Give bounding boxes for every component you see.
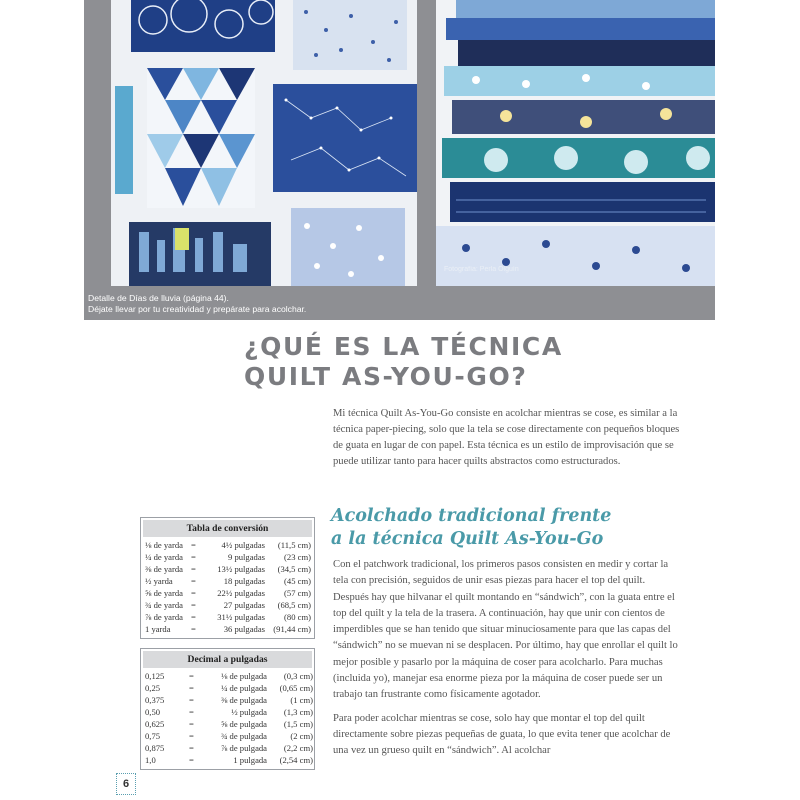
table-row bbox=[145, 742, 313, 754]
body-paragraph-1: Con el patchwork tradicional, los primeros pasos consisten en medir y cortar la tela con precisión, seguidos de unir esas piezas para hacer el top del quilt. Después hay que hilvanar el quilt montando en “sándwich”, con la guata entre el top del quilt y la tela de la trasera. A continuación, hay que unir con cientos de imperdibles que se han tenido que situar minuciosamente para que las capas del “sándwich” no se muevan ni se desplacen. Por último, hay que enrollar el quilt lo mejor posible y pasarlo por la máquina de coser para acolcharlo. Para muchas (incluida yo), manejar esa enorme pieza por la máquina de coser puede ser un trabajo tan frustrante como físicamente agotador. bbox=[333, 559, 678, 701]
table-cell: ¼ de pulgada bbox=[220, 683, 267, 693]
page-number: 6 bbox=[116, 773, 136, 795]
table-cell: = bbox=[189, 707, 194, 717]
table-cell: 0,625 bbox=[145, 719, 165, 729]
body-paragraph-2: Para poder acolchar mientras se cose, solo hay que montar el top del quilt directamente sobre piezas pequeñas de guata, lo que evita tener que acolchar de una vez un grueso quilt en “sándwich”. Al acolchar bbox=[333, 712, 671, 757]
table-cell: 1,0 bbox=[145, 755, 156, 765]
quilt-photo-detail bbox=[111, 0, 417, 286]
table-cell: = bbox=[191, 588, 196, 598]
table-cell: = bbox=[191, 612, 196, 622]
table-cell: ⅝ de pulgada bbox=[220, 719, 267, 729]
subtitle-line-1: Acolchado tradicional frente bbox=[331, 506, 612, 526]
table-row bbox=[145, 670, 313, 682]
table-cell: 1 pulgada bbox=[233, 755, 267, 765]
table-cell: (2,54 cm) bbox=[279, 755, 313, 765]
table-row bbox=[145, 623, 311, 635]
table-cell: (2,2 cm) bbox=[283, 743, 313, 753]
table-cell: 22½ pulgadas bbox=[217, 588, 265, 598]
title-line-2: QUILT AS-YOU-GO? bbox=[244, 362, 528, 391]
table-row bbox=[145, 706, 313, 718]
table-cell: = bbox=[189, 755, 194, 765]
table-cell: 36 pulgadas bbox=[223, 624, 265, 634]
table-cell: ½ pulgada bbox=[231, 707, 267, 717]
table-cell: 0,125 bbox=[145, 671, 165, 681]
table-row bbox=[145, 682, 313, 694]
table-cell: = bbox=[189, 731, 194, 741]
table-cell: (0,65 cm) bbox=[279, 683, 313, 693]
table-row bbox=[145, 551, 311, 563]
table-cell: (1,3 cm) bbox=[283, 707, 313, 717]
table-cell: (91,44 cm) bbox=[273, 624, 311, 634]
table-cell: = bbox=[189, 695, 194, 705]
subtitle-line-2: a la técnica Quilt As-You-Go bbox=[331, 529, 604, 549]
table-cell: = bbox=[191, 552, 196, 562]
table-cell: = bbox=[191, 576, 196, 586]
table-cell: 0,75 bbox=[145, 731, 161, 741]
table-cell: ¾ de pulgada bbox=[220, 731, 267, 741]
table-cell: (80 cm) bbox=[284, 612, 311, 622]
table-cell: = bbox=[189, 743, 194, 753]
table-row bbox=[145, 587, 311, 599]
caption-line-2: Déjate llevar por tu creatividad y prepárate para acolchar. bbox=[88, 304, 307, 314]
caption-line-1: Detalle de Días de lluvia (página 44). bbox=[88, 293, 229, 303]
photo-credit: Fotografía: Perla Olguín bbox=[444, 266, 519, 273]
table-cell: (2 cm) bbox=[290, 731, 313, 741]
table-cell: 18 pulgadas bbox=[223, 576, 265, 586]
table-cell: ⅞ de yarda bbox=[145, 612, 183, 622]
decimal-table-title: Decimal a pulgadas bbox=[143, 651, 312, 668]
table-cell: ¾ de yarda bbox=[145, 600, 183, 610]
table-cell: = bbox=[189, 671, 194, 681]
conversion-table bbox=[145, 539, 311, 635]
table-cell: 4½ pulgadas bbox=[221, 540, 265, 550]
table-cell: ⅞ de pulgada bbox=[220, 743, 267, 753]
table-cell: 13½ pulgadas bbox=[217, 564, 265, 574]
photo-caption bbox=[88, 293, 648, 315]
table-cell: 0,875 bbox=[145, 743, 165, 753]
table-cell: ⅜ de yarda bbox=[145, 564, 183, 574]
table-cell: 9 pulgadas bbox=[228, 552, 265, 562]
table-cell: = bbox=[191, 600, 196, 610]
decimal-table bbox=[145, 670, 313, 766]
table-cell: (34,5 cm) bbox=[277, 564, 311, 574]
table-cell: ¼ de yarda bbox=[145, 552, 183, 562]
table-cell: 0,375 bbox=[145, 695, 165, 705]
table-cell: 0,50 bbox=[145, 707, 161, 717]
table-cell: (68,5 cm) bbox=[277, 600, 311, 610]
table-cell: ½ yarda bbox=[145, 576, 173, 586]
table-row bbox=[145, 611, 311, 623]
title-line-1: ¿QUÉ ES LA TÉCNICA bbox=[244, 332, 563, 361]
table-row bbox=[145, 694, 313, 706]
body-text bbox=[333, 557, 681, 767]
table-cell: (0,3 cm) bbox=[283, 671, 313, 681]
table-cell: = bbox=[191, 564, 196, 574]
table-cell: = bbox=[189, 683, 194, 693]
table-row bbox=[145, 718, 313, 730]
table-cell: (57 cm) bbox=[284, 588, 311, 598]
table-cell: (1,5 cm) bbox=[283, 719, 313, 729]
table-cell: ⅜ de pulgada bbox=[220, 695, 267, 705]
table-cell: (23 cm) bbox=[284, 552, 311, 562]
table-row bbox=[145, 754, 313, 766]
table-row bbox=[145, 563, 311, 575]
table-cell: = bbox=[191, 624, 196, 634]
table-row bbox=[145, 730, 313, 742]
table-cell: (11,5 cm) bbox=[277, 540, 311, 550]
decimal-table-box bbox=[140, 648, 315, 770]
conversion-table-title: Tabla de conversión bbox=[143, 520, 312, 537]
table-cell: 27 pulgadas bbox=[223, 600, 265, 610]
conversion-table-box bbox=[140, 517, 315, 639]
table-row bbox=[145, 599, 311, 611]
table-cell: (1 cm) bbox=[290, 695, 313, 705]
intro-paragraph: Mi técnica Quilt As-You-Go consiste en acolchar mientras se cose, es similar a la técnica paper-piecing, solo que la tela se cose directamente con pequeños bloques de guata en lugar de con papel. Esta técnica es un estilo de improvisación que se puede utilizar tanto para hacer quilts abstractos como estructurados. bbox=[333, 408, 680, 467]
table-cell: 0,25 bbox=[145, 683, 161, 693]
table-row bbox=[145, 539, 311, 551]
table-cell: = bbox=[191, 540, 196, 550]
section-subtitle bbox=[331, 505, 611, 551]
table-cell: 31½ pulgadas bbox=[217, 612, 265, 622]
table-cell: (45 cm) bbox=[284, 576, 311, 586]
fabric-stack-photo bbox=[436, 0, 715, 286]
page-title bbox=[244, 332, 563, 392]
table-row bbox=[145, 575, 311, 587]
table-cell: ⅛ de yarda bbox=[145, 540, 183, 550]
table-cell: ⅛ de pulgada bbox=[220, 671, 267, 681]
table-cell: ⅝ de yarda bbox=[145, 588, 183, 598]
table-cell: 1 yarda bbox=[145, 624, 171, 634]
table-cell: = bbox=[189, 719, 194, 729]
